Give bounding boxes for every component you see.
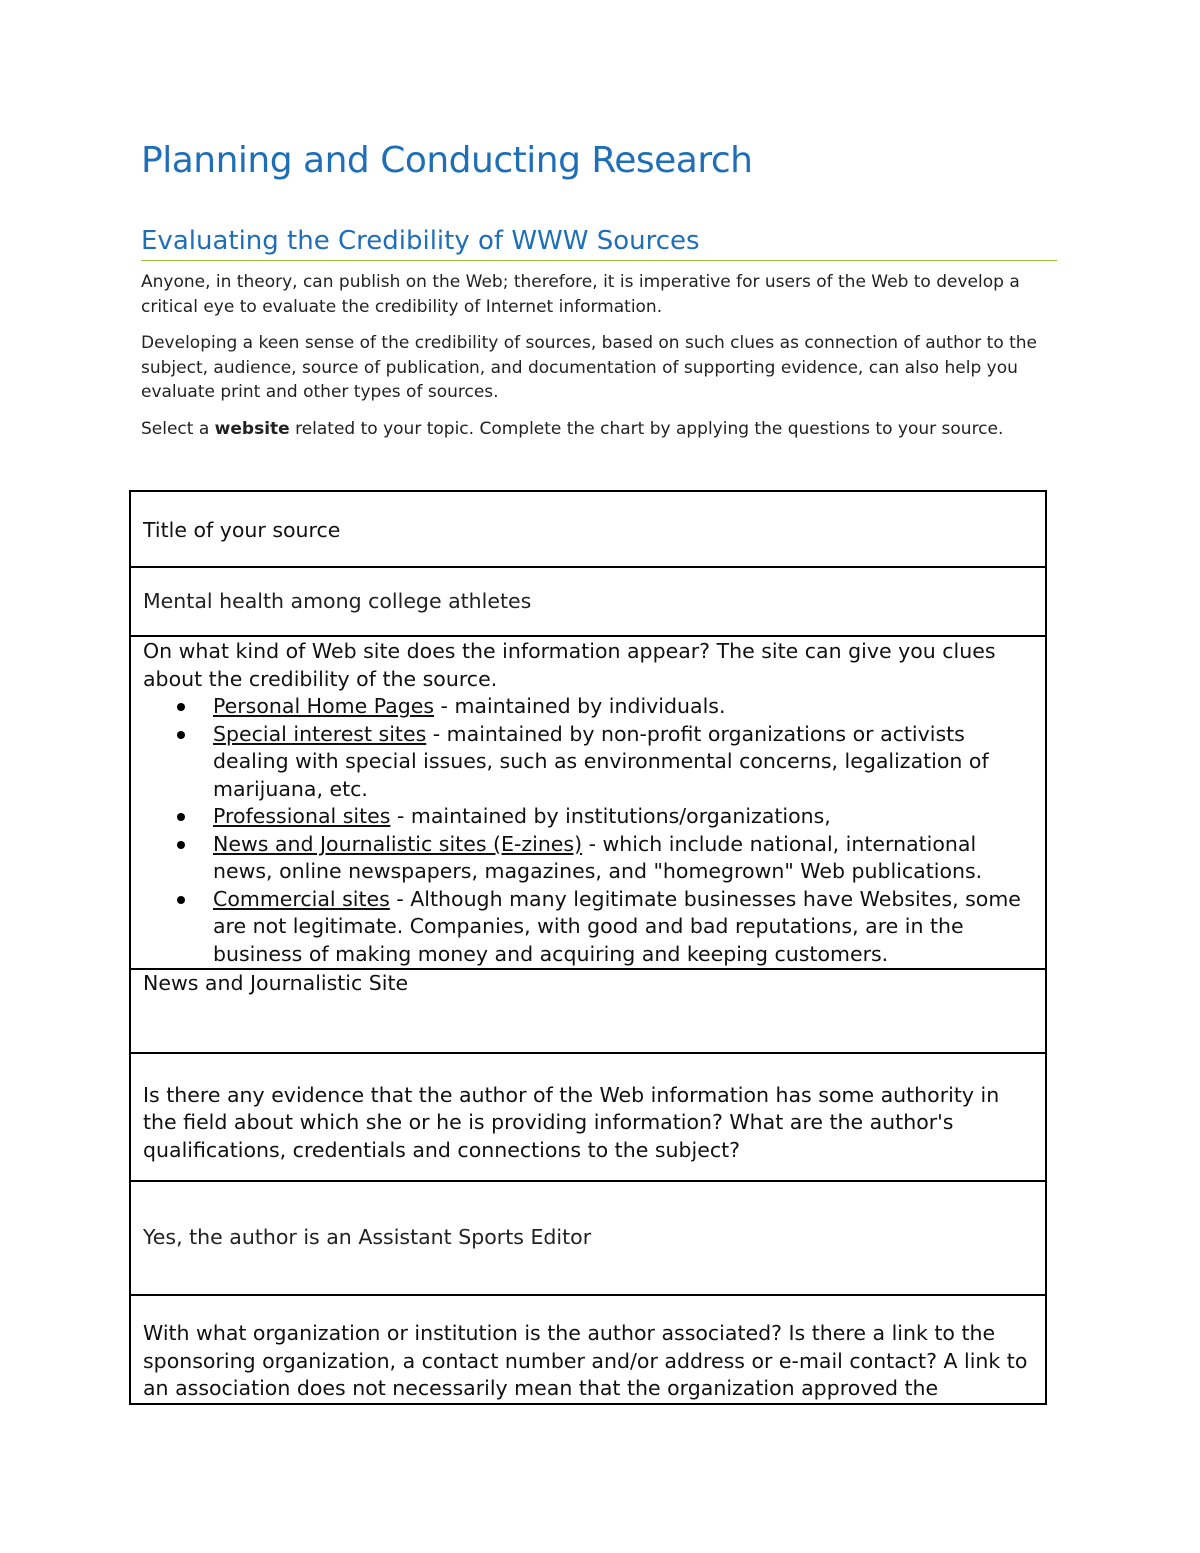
- authority-answer-cell[interactable]: [130, 1181, 1046, 1295]
- site-type-desc: - maintained by institutions/organizations,: [390, 804, 831, 828]
- section-heading: Evaluating the Credibility of WWW Sources: [141, 226, 1057, 261]
- intro-text: [141, 270, 1061, 453]
- site-type-desc: - maintained by non-profit organizations or activists dealing with special issues, such as environmental concerns, legalization of marijuana, etc.: [213, 721, 989, 801]
- site-type-question-cell: [130, 636, 1046, 969]
- intro-paragraph-3: [141, 417, 1061, 442]
- site-type-desc: - which include national, international news, online newspapers, magazines, and "homegrown" Web publications.: [213, 831, 983, 883]
- intro-paragraph-2: Developing a keen sense of the credibility of sources, based on such clues as connection of author to the subject, audience, source of publication, and documentation of supporting evidence, can also help you evaluate print and other types of sources.: [141, 333, 1038, 402]
- site-type-answer: News and Journalistic Site: [143, 971, 409, 995]
- table-row: [130, 636, 1046, 969]
- site-types-list: [143, 693, 1033, 968]
- authority-question: Is there any evidence that the author of the Web information has some authority in the field about which she or he is providing information? What are the author's qualifications, credentials and connections to the subject?: [143, 1082, 1000, 1162]
- site-type-desc: - Although many legitimate businesses have Websites, some are not legitimate. Companies, with good and bad reputations, are in the business of making money and acquiring and keeping customers.: [213, 886, 1021, 966]
- site-type-answer-cell[interactable]: [130, 969, 1046, 1053]
- title-answer-cell[interactable]: [130, 567, 1046, 636]
- title-answer: Mental health among college athletes: [143, 588, 532, 613]
- list-item: [213, 831, 1033, 886]
- site-type-name: Personal Home Pages: [213, 694, 435, 718]
- document-title: Planning and Conducting Research: [141, 140, 753, 181]
- site-type-desc: - maintained by individuals.: [434, 694, 726, 718]
- site-type-name: Professional sites: [213, 804, 391, 828]
- list-item: [213, 803, 1033, 831]
- table-row: [130, 969, 1046, 1053]
- evaluation-table: [129, 490, 1047, 1405]
- intro-paragraph-1: Anyone, in theory, can publish on the Web; therefore, it is imperative for users of the Web to develop a critical eye to evaluate the credibility of Internet information.: [141, 272, 1020, 317]
- table-row: [130, 1053, 1046, 1181]
- list-item: [213, 693, 1033, 721]
- intro-p3-before: Select a: [141, 418, 215, 439]
- list-item: [213, 721, 1033, 804]
- intro-p3-keyword: website: [214, 418, 290, 439]
- table-row: [130, 1181, 1046, 1295]
- table-row: [130, 491, 1046, 567]
- site-type-name: Commercial sites: [213, 886, 390, 911]
- table-row: [130, 567, 1046, 636]
- authority-answer: Yes, the author is an Assistant Sports Editor: [143, 1225, 592, 1250]
- site-type-name: Special interest sites: [213, 721, 427, 746]
- list-item: [213, 886, 1033, 969]
- authority-question-cell: [130, 1053, 1046, 1181]
- title-prompt-cell: [130, 491, 1046, 567]
- site-type-name: News and Journalistic sites (E-zines): [213, 831, 583, 856]
- site-type-question: On what kind of Web site does the information appear? The site can give you clues about the credibility of the source.: [143, 639, 996, 691]
- organization-question-cell: [130, 1295, 1046, 1404]
- table-row: [130, 1295, 1046, 1404]
- organization-question: With what organization or institution is the author associated? Is there a link to the sponsoring organization, a contact number and/or address or e-mail contact? A link to an association does not necessarily mean that the organization approved the: [143, 1321, 1028, 1400]
- title-prompt: Title of your source: [143, 518, 341, 543]
- intro-p3-after: related to your topic. Complete the chart by applying the questions to your source.: [289, 418, 1004, 439]
